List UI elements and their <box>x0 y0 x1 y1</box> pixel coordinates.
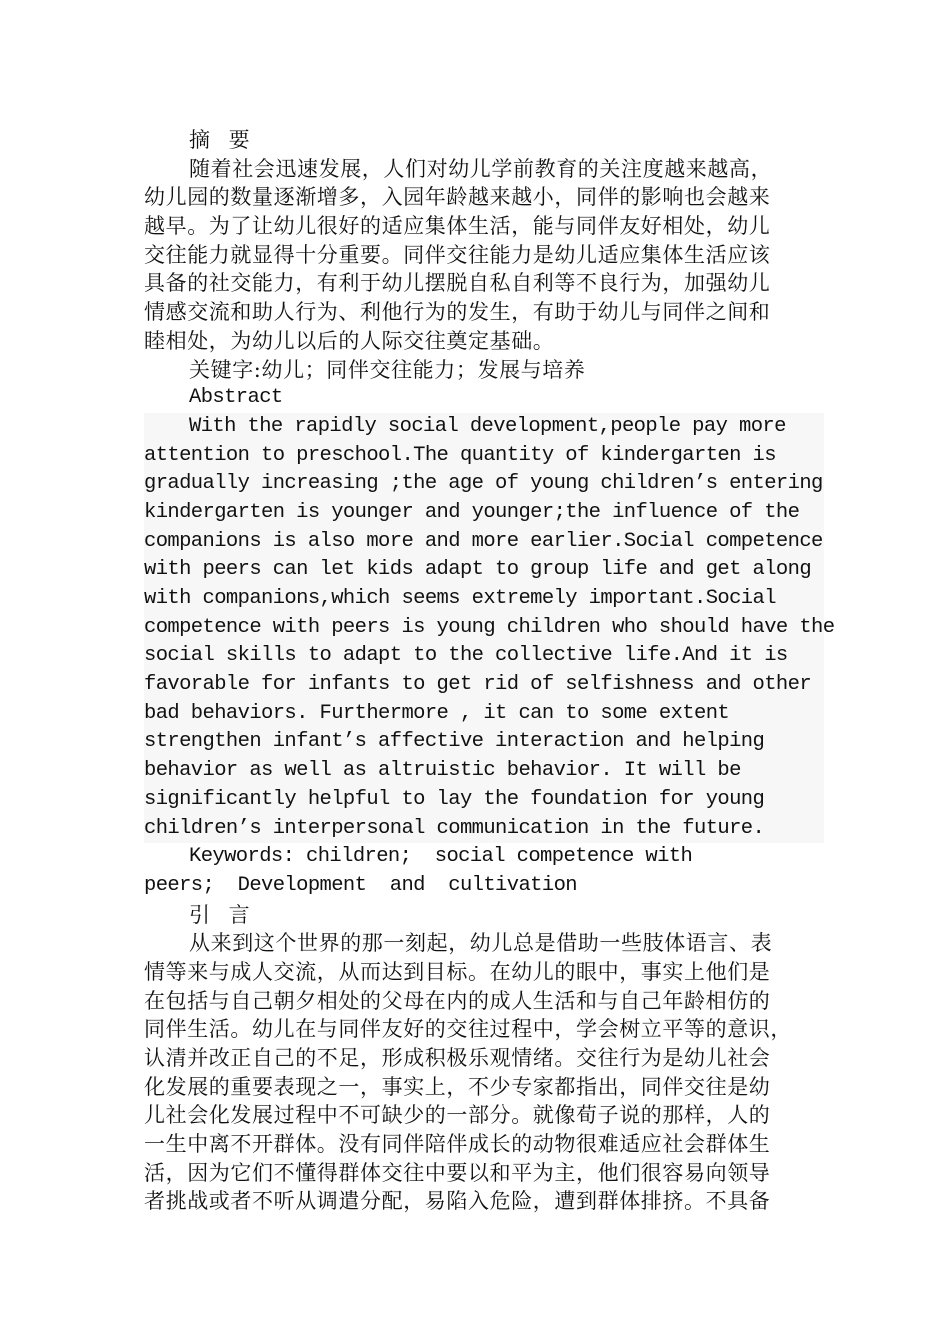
abstract-cn-line: 交往能力就显得十分重要。同伴交往能力是幼儿适应集体生活应该 <box>144 242 771 267</box>
abstract-en-line: gradually increasing ;the age of young children’s entering <box>144 470 824 499</box>
introduction-heading: 引 言 <box>189 902 256 927</box>
abstract-en-line: with peers can let kids adapt to group life and get along <box>144 556 824 585</box>
abstract-en-line: attention to preschool.The quantity of kindergarten is <box>144 442 824 471</box>
introduction-line: 者挑战或者不听从调遣分配，易陷入危险，遭到群体排挤。不具备 <box>144 1189 771 1214</box>
abstract-en-line: kindergarten is younger and younger;the influence of the <box>144 499 824 528</box>
abstract-cn-line: 情感交流和助人行为、利他行为的发生，有助于幼儿与同伴之间和 <box>144 300 771 325</box>
abstract-en-line: behavior as well as altruistic behavior. It will be <box>144 757 824 786</box>
abstract-en-line: competence with peers is young children who should have the <box>144 614 824 643</box>
abstract-en-line: With the rapidly social development,people pay more <box>144 413 824 442</box>
keywords-en-continued: peers; Development and cultivation <box>144 873 577 897</box>
introduction-line: 情等来与成人交流，从而达到目标。在幼儿的眼中，事实上他们是 <box>144 959 771 984</box>
abstract-en-heading: Abstract <box>189 386 283 410</box>
document-body <box>144 126 835 1216</box>
abstract-cn-heading: 摘 要 <box>189 128 256 152</box>
abstract-en-line: with companions,which seems extremely important.Social <box>144 585 824 614</box>
abstract-cn-line: 越早。为了让幼儿很好的适应集体生活，能与同伴友好相处，幼儿 <box>144 214 771 239</box>
abstract-cn-line: 幼儿园的数量逐渐增多，入园年龄越来越小，同伴的影响也会越来 <box>144 185 771 210</box>
abstract-en-line: bad behaviors. Furthermore , it can to some extent <box>144 700 824 729</box>
introduction-line: 一生中离不开群体。没有同伴陪伴成长的动物很难适应社会群体生 <box>144 1132 771 1157</box>
abstract-cn-line: 睦相处，为幼儿以后的人际交往奠定基础。 <box>144 328 555 353</box>
introduction-line: 认清并改正自己的不足，形成积极乐观情绪。交往行为是幼儿社会 <box>144 1046 771 1070</box>
abstract-en-line: favorable for infants to get rid of selfishness and other <box>144 671 824 700</box>
introduction-line: 儿社会化发展过程中不可缺少的一部分。就像荀子说的那样，人的 <box>144 1103 771 1128</box>
introduction-line: 同伴生活。幼儿在与同伴友好的交往过程中，学会树立平等的意识， <box>144 1017 792 1042</box>
abstract-en-line: strengthen infant’s affective interaction and helping <box>144 728 824 757</box>
abstract-en-line: significantly helpful to lay the foundation for young <box>144 786 824 815</box>
keywords-cn: 关键字:幼儿；同伴交往能力；发展与培养 <box>189 357 586 382</box>
abstract-en-line: companions is also more and more earlier.Social competence <box>144 528 824 557</box>
introduction-line: 化发展的重要表现之一，事实上，不少专家都指出，同伴交往是幼 <box>144 1074 771 1099</box>
introduction-line: 活，因为它们不懂得群体交往中要以和平为主，他们很容易向领导 <box>144 1160 771 1185</box>
abstract-en-line: social skills to adapt to the collective life.And it is <box>144 642 824 671</box>
keywords-en: Keywords: children; social competence with <box>189 845 693 869</box>
abstract-cn-line: 随着社会迅速发展，人们对幼儿学前教育的关注度越来越高， <box>189 156 773 181</box>
abstract-en-line: children’s interpersonal communication in the future. <box>144 815 824 844</box>
introduction-line: 从来到这个世界的那一刻起，幼儿总是借助一些肢体语言、表 <box>189 931 773 956</box>
abstract-cn-line: 具备的社交能力，有利于幼儿摆脱自私自利等不良行为，加强幼儿 <box>144 271 771 296</box>
introduction-line: 在包括与自己朝夕相处的父母在内的成人生活和与自己年龄相仿的 <box>144 988 771 1013</box>
